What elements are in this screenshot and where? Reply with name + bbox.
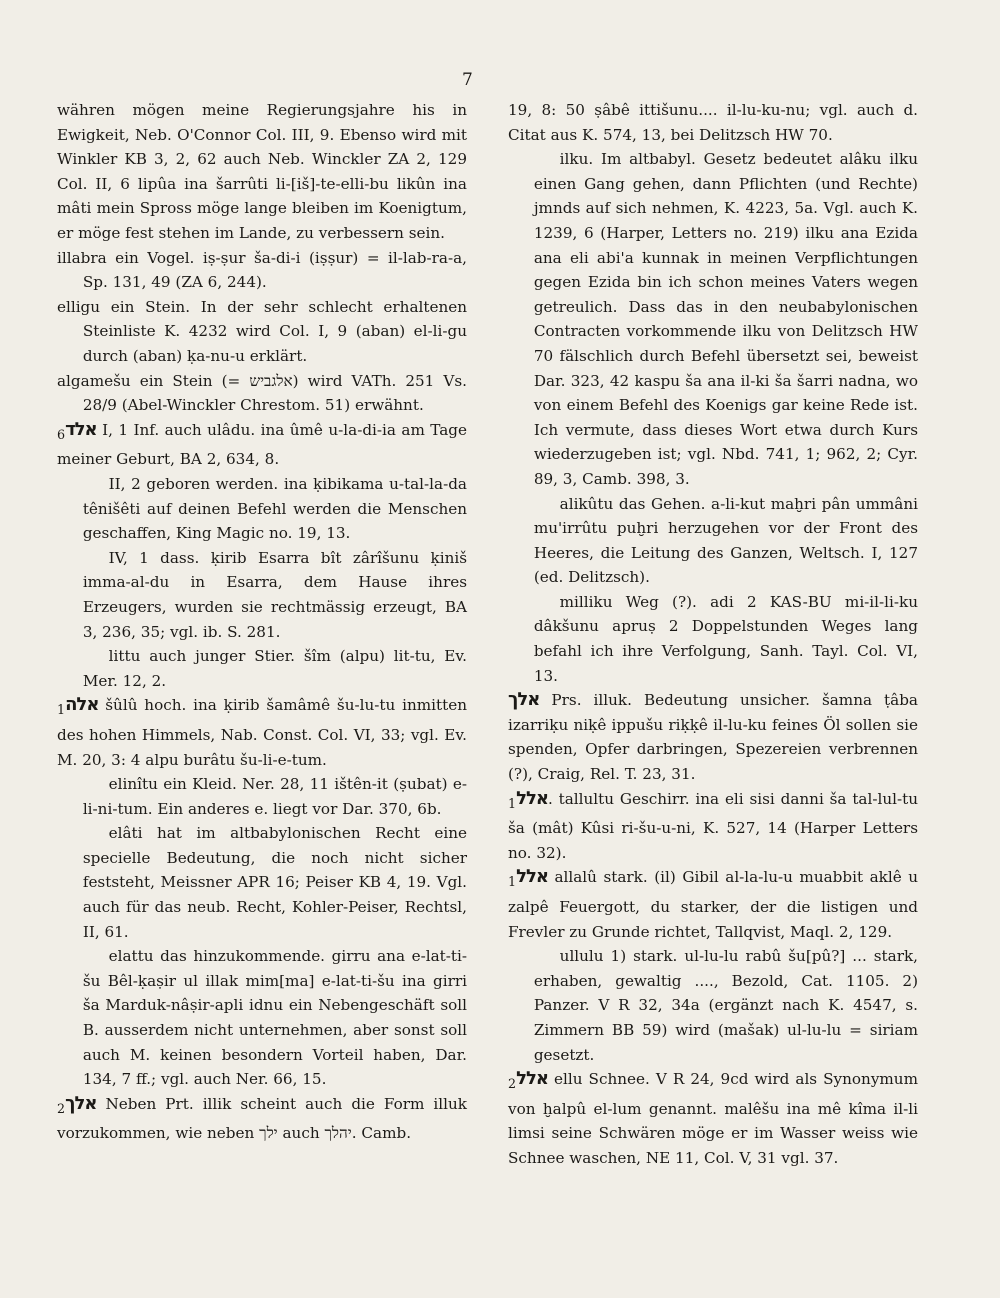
dictionary-entry [57, 1092, 467, 1146]
dictionary-entry [57, 821, 467, 944]
entry-text: alikûtu das Gehen. a-li-kut maḫri pân ummâni mu'irrûtu puḫri herzugehen vor der Front des Heeres, die Leitung des Ganzen, Weltsch. I, 127 (ed. Delitzsch). [533, 494, 918, 587]
dictionary-entry [508, 787, 918, 866]
dictionary-entry [508, 492, 918, 590]
entry-text: 19, 8: 50 ṣâbê ittišunu.... il-lu-ku-nu; vgl. auch d. Citat aus K. 574, 13, bei Delitzsch HW 70. [508, 101, 918, 144]
entry-text: ilku. Im altbabyl. Gesetz bedeutet alâku ilku einen Gang gehen, dann Pflichten (und Rechte) jmnds auf sich nehmen, K. 4223, 5a. Vgl. auch K. 1239, 6 (Harper, Letters no. 219) ilku ana Ezida ana eli abi'a kunnak in meinen Verpflichtungen gegen Ezida bin ich schon meines Vaters wegen getreulich. Dass das in den neubabylonischen Contracten vorkommende ilku von Delitzsch HW 70 fälschlich durch Befehl übersetzt sei, beweist Dar. 323, 42 kaspu ša ana il-ki ša šarri nadna, wo von einem Befehl des Koenigs gar keine Rede ist. Ich vermute, dass dieses Wort etwa durch Kurs wiederzugeben ist; vgl. Nbd. 741, 1; 962, 2; Cyr. 89, 3, Camb. 398, 3. [533, 150, 918, 488]
hebrew-root: אלל [516, 866, 548, 888]
entry-text: Prs. illuk. Bedeutung unsicher. šamna ṭâba izarriḳu niḳê ippušu riḳḳê il-lu-ku feines Öl sollen sie spenden, Opfer darbringen, Spezereien verbrennen (?), Craig, Rel. T. 23, 31. [508, 691, 918, 784]
entry-text: elattu das hinzukommende. girru ana e-lat-ti-šu Bêl-ḳaṣir ul illak mim[ma] e-lat-ti-šu ina girri ša Marduk-nâṣir-apli idnu ein Nebengeschäft soll B. ausserdem nicht unternehmen, aber sonst soll auch M. keinen besondern Vorteil haben, Dar. 134, 7 ff.; vgl. auch Ner. 66, 15. [82, 947, 467, 1089]
dictionary-entry [508, 147, 918, 491]
dictionary-entry [57, 369, 467, 418]
dictionary-entry [508, 944, 918, 1067]
root-number: 1 [57, 702, 66, 718]
entry-text: I, 1 Inf. auch ulâdu. ina ûmê u-la-di-ia am Tage meiner Geburt, BA 2, 634, 8. [57, 420, 467, 469]
dictionary-entry [508, 865, 918, 944]
right-column [508, 98, 918, 1171]
page-number: 7 [462, 70, 473, 90]
dictionary-entry [57, 246, 467, 295]
dictionary-entry [57, 418, 467, 472]
hebrew-root: אלך [65, 1092, 97, 1114]
entry-text: . tallultu Geschirr. ina eli sisi danni ša tal-lul-tu ša (mât) Kûsi ri-šu-u-ni, K. 527, 14 (Harper Letters no. 32). [508, 789, 918, 862]
dictionary-entry [57, 693, 467, 772]
entry-text: währen mögen meine Regierungsjahre his in Ewigkeit, Neb. O'Connor Col. III, 9. Ebenso wird mit Winkler KB 3, 2, 62 auch Neb. Winckler ZA 2, 129 Col. II, 6 lipûa ina šarrûti li-[iš]-te-elli-bu likûn ina mâti mein Spross möge lange bleiben im Koenigtum, er möge fest stehen im Lande, zu verbessern sein. [57, 101, 467, 242]
dictionary-entry [57, 546, 467, 644]
dictionary-entry [508, 688, 918, 786]
left-column [57, 98, 467, 1146]
entry-text: II, 2 geboren werden. ina ḳibikama u-tal-la-da tênišêti auf deinen Befehl werden die Menschen geschaffen, King Magic no. 19, 13. [82, 474, 467, 543]
hebrew-root: אלל [516, 1068, 548, 1090]
entry-text: IV, 1 dass. ḳirib Esarra bît zârîšunu ḳiniš imma-al-du in Esarra, dem Hause ihres Erzeugers, wurden sie rechtmässig erzeugt, BA 3, 236, 35; vgl. ib. S. 281. [82, 548, 467, 641]
hebrew-root: אלה [65, 694, 99, 716]
dictionary-entry [508, 590, 918, 688]
root-number: 2 [57, 1100, 66, 1116]
entry-text: illabra ein Vogel. iṣ-ṣur ša-di-i (iṣṣur) = il-lab-ra-a, Sp. 131, 49 (ZA 6, 244). [57, 248, 467, 292]
dictionary-entry [57, 772, 467, 821]
entry-text: elinîtu ein Kleid. Ner. 28, 11 ištên-it (ṣubat) e-li-ni-tum. Ein anderes e. liegt vor Dar. 370, 6b. [82, 775, 467, 818]
hebrew-root: אלך [508, 689, 540, 711]
entry-text: algamešu ein Stein (= אלגביש) wird VATh. 251 Vs. 28/9 (Abel-Winckler Chrestom. 51) erwähnt. [57, 371, 467, 415]
entry-text: littu auch junger Stier. šîm (alpu) lit-tu, Ev. Mer. 12, 2. [82, 647, 467, 690]
root-number: 6 [57, 426, 66, 442]
entry-text: elâti hat im altbabylonischen Recht eine specielle Bedeutung, die noch nicht sicher feststeht, Meissner APR 16; Peiser KB 4, 19. Vgl. auch für das neub. Recht, Kohler-Peiser, Rechtsl, II, 61. [82, 824, 467, 941]
entry-text: ullulu 1) stark. ul-lu-lu rabû šu[pû?] ... stark, erhaben, gewaltig ...., Bezold, Cat. 1105. 2) Panzer. V R 32, 34a (ergänzt nach K. 4547, s. Zimmern BB 59) wird (mašak) ul-lu-lu = siriam gesetzt. [533, 947, 918, 1064]
entry-text: šûlû hoch. ina ḳirib šamâmê šu-lu-tu inmitten des hohen Himmels, Nab. Const. Col. VI, 33; vgl. Ev. M. 20, 3: 4 alpu burâtu šu-li-e-tum. [57, 696, 467, 769]
entry-text: milliku Weg (?). adi 2 KAS-BU mi-il-li-ku dâkšunu apruṣ 2 Doppelstunden Weges lang befahl ich ihre Verfolgung, Sanh. Tayl. Col. VI, 13. [533, 592, 918, 685]
hebrew-root: אלל [516, 787, 548, 809]
hebrew-root: אלד [65, 418, 97, 440]
root-number: 2 [508, 1076, 517, 1092]
dictionary-entry [508, 98, 918, 147]
dictionary-entry [57, 472, 467, 546]
entry-text: ellu Schnee. V R 24, 9cd wird als Synonymum von ḫalpû el-lum genannt. malêšu ina mê kîma il-li limsi seine Schwären möge er im Wasser weiss wie Schnee waschen, NE 11, Col. V, 31 vgl. 37. [508, 1070, 918, 1168]
dictionary-entry [508, 1067, 918, 1170]
entry-text: allalû stark. (il) Gibil al-la-lu-u muabbit aklê u zalpê Feuergott, du starker, der die listigen und Frevler zu Grunde richtet, Tallqvist, Maql. 2, 129. [508, 868, 918, 941]
dictionary-entry [57, 944, 467, 1092]
root-number: 1 [508, 874, 517, 890]
dictionary-entry [57, 98, 467, 246]
dictionary-entry [57, 644, 467, 693]
root-number: 1 [508, 795, 517, 811]
entry-text: Neben Prt. illik scheint auch die Form illuk vorzukommen, wie neben ילך auch יהלך. Camb. [57, 1094, 467, 1143]
dictionary-entry [57, 295, 467, 369]
entry-text: elligu ein Stein. In der sehr schlecht erhaltenen Steinliste K. 4232 wird Col. I, 9 (aban) el-li-gu durch (aban) ḳa-nu-u erklärt. [57, 297, 467, 365]
